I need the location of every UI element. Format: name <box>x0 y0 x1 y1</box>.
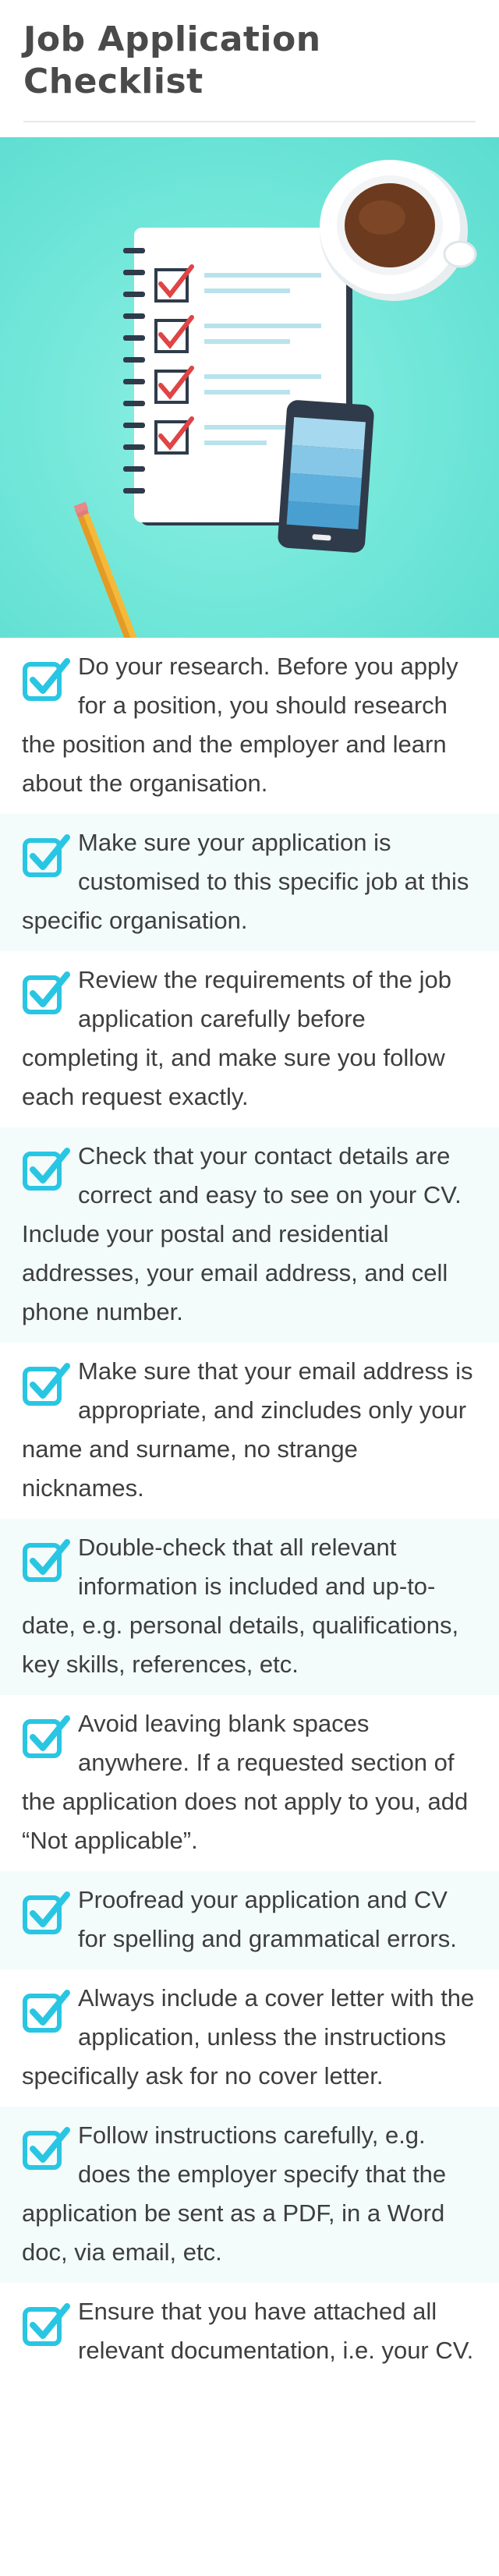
checklist-item-text: Review the requirements of the job application carefully before completing it, and make sure you follow each request exactly. <box>22 966 452 1110</box>
checkbox-icon <box>22 653 73 705</box>
page-title <box>23 19 321 103</box>
checklist-item-text: Always include a cover letter with the application, unless the instructions specifically ask for no cover letter. <box>22 1984 475 2089</box>
checklist-item-text: Proofread your application and CV for spelling and grammatical errors. <box>78 1886 457 1952</box>
checklist-item-text: Do your research. Before you apply for a position, you should research the position and the employer and learn about the organisation. <box>22 653 458 797</box>
checklist-item-text: Make sure that your email address is appropriate, and zincludes only your name and surname, no strange nicknames. <box>22 1357 473 1502</box>
coffee-cup-icon <box>320 160 476 301</box>
checkbox-icon <box>22 1711 73 1762</box>
checklist-item-5 <box>0 1343 499 1519</box>
checkbox-icon <box>22 1534 73 1586</box>
header <box>0 0 499 137</box>
checkbox-icon <box>22 2122 73 2174</box>
phone-icon <box>278 399 375 553</box>
title-line-2: Checklist <box>23 62 203 101</box>
checklist-item-7 <box>0 1695 499 1871</box>
checklist-item-text: Check that your contact details are correct and easy to see on your CV. Include your postal and residential addresses, your email address, and cell phone number. <box>22 1142 462 1325</box>
checklist-item-3 <box>0 951 499 1127</box>
checklist-item-6 <box>0 1519 499 1695</box>
checklist-item-8 <box>0 1871 499 1969</box>
checklist-item-2 <box>0 814 499 951</box>
checklist-item-1 <box>0 638 499 814</box>
checklist-item-text: Double-check that all relevant information is included and up-to-date, e.g. personal details, qualifications, key skills, references, etc. <box>22 1534 459 1678</box>
title-line-1: Job Application <box>23 19 321 59</box>
checklist <box>0 638 499 2381</box>
checklist-item-10 <box>0 2107 499 2283</box>
checklist-item-9 <box>0 1969 499 2107</box>
hero-svg <box>0 137 499 638</box>
checkbox-icon <box>22 830 73 881</box>
checklist-item-text: Ensure that you have attached all relevant documentation, i.e. your CV. <box>78 2298 474 2364</box>
checklist-item-11 <box>0 2283 499 2381</box>
checkbox-icon <box>22 1887 73 1938</box>
checklist-item-text: Avoid leaving blank spaces anywhere. If a requested section of the application does not apply to you, add “Not applicable”. <box>22 1710 469 1854</box>
checklist-item-4 <box>0 1127 499 1343</box>
title-divider <box>23 121 476 122</box>
checklist-item-text: Follow instructions carefully, e.g. does the employer specify that the application be sent as a PDF, in a Word doc, via email, etc. <box>22 2121 447 2266</box>
checklist-item-text: Make sure your application is customised to this specific job at this specific organisation. <box>22 829 469 934</box>
checkbox-icon <box>22 1985 73 2036</box>
checkbox-icon <box>22 1143 73 1194</box>
hero-illustration <box>0 137 499 638</box>
checkbox-icon <box>22 2298 73 2350</box>
checkbox-icon <box>22 1358 73 1410</box>
checkbox-icon <box>22 967 73 1018</box>
